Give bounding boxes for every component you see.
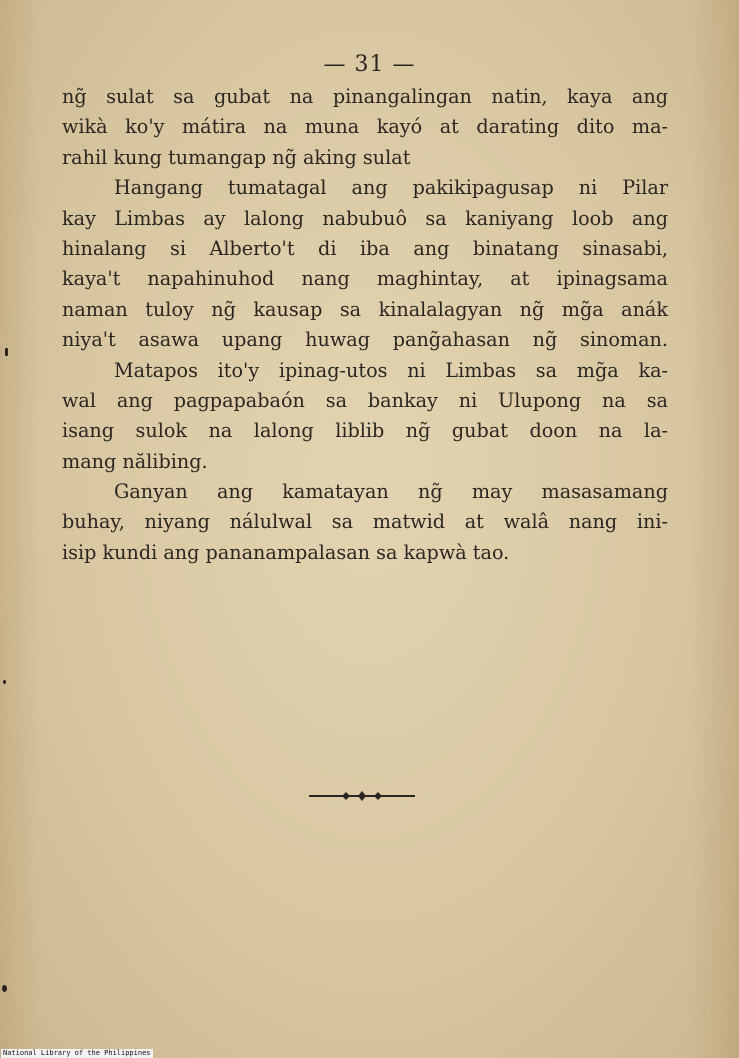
text-line: Ganyan ang kamatayan ng̃ may masasamang <box>114 480 668 504</box>
text-line: naman tuloy ng̃ kausap sa kinalalagyan ng̃ mg̃a anák <box>62 297 668 321</box>
text-line: niya't asawa upang huwag pang̃ahasan ng̃ sinoman. <box>62 328 668 352</box>
text-line: mang nălibing. <box>62 449 208 473</box>
page-number: — 31 — <box>323 52 416 77</box>
text-line: isang sulok na lalong liblib ng̃ gubat doon na la- <box>62 419 668 443</box>
text-line: rahil kung tumangap ng̃ aking sulat <box>62 145 411 169</box>
text-line: wal ang pagpapabaón sa bankay ni Ulupong na sa <box>62 388 668 412</box>
text-line: wikà ko'y mátira na muna kayó at darating dito ma- <box>62 115 668 139</box>
text-line: buhay, niyang nálulwal sa matwid at walâ nang ini- <box>62 510 668 534</box>
text-line: hinalang si Alberto't di iba ang binatang sinasabi, <box>62 236 668 260</box>
text-line: kay Limbas ay lalong nabubuô sa kaniyang loob ang <box>62 206 668 230</box>
text-line: isip kundi ang pananampalasan sa kapwà tao. <box>62 540 510 564</box>
library-credit: National Library of the Philippines <box>3 1049 151 1057</box>
text-line: Matapos ito'y ipinag-utos ni Limbas sa mg̃a ka- <box>114 358 668 382</box>
end-ornament <box>309 789 415 803</box>
text-line: ng̃ sulat sa gubat na pinangalingan natin, kaya ang <box>62 85 668 108</box>
text-line: kaya't napahinuhod nang maghintay, at ipinagsama <box>62 267 668 291</box>
body-text <box>62 82 668 568</box>
text-line: Hangang tumatagal ang pakikipagusap ni Pilar <box>114 176 668 200</box>
